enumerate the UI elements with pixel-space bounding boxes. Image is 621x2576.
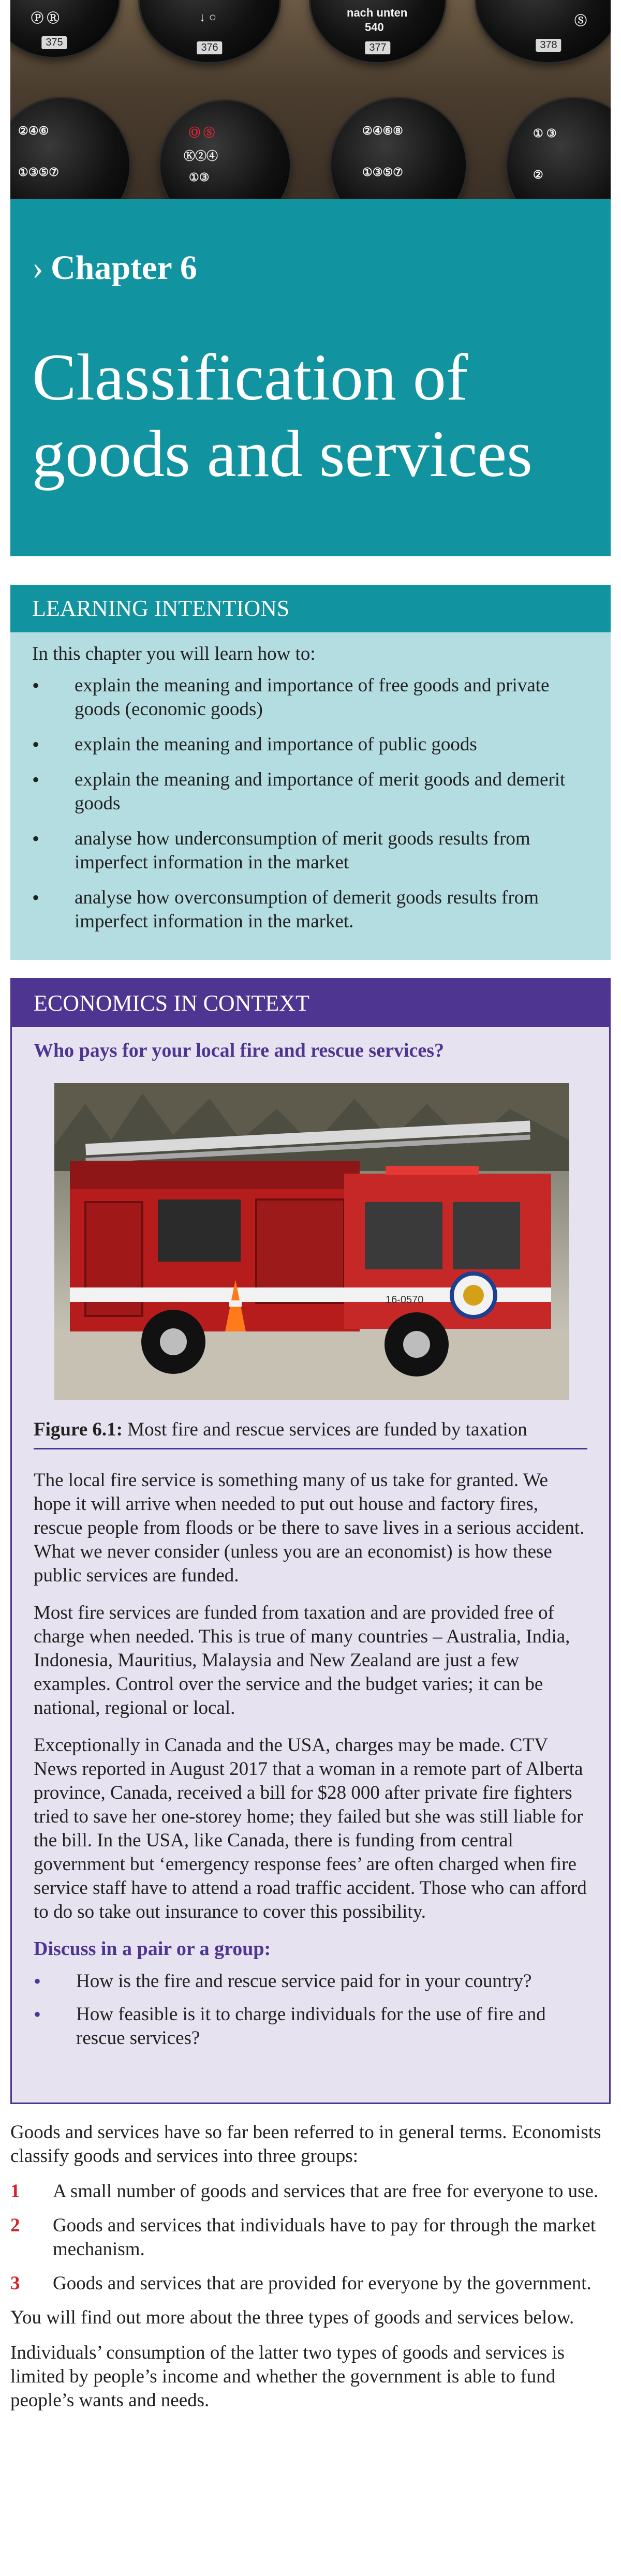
gear-knob: ↓ ○ 376 — [140, 0, 279, 62]
goods-groups-list — [10, 2180, 611, 2296]
list-item: • analyse how underconsumption of merit goods results from imperfect information in the market — [32, 827, 596, 875]
main-paragraph: You will find out more about the three types of goods and services below. — [10, 2307, 574, 2328]
gear-knob: Ⓟ Ⓡ 375 — [10, 0, 119, 57]
chevron-right-icon: › — [32, 249, 43, 287]
learning-intentions-box — [10, 585, 611, 960]
gear-knob: nach unten 540 377 — [310, 0, 445, 62]
context-paragraph: The local fire service is something many of us take for granted. We hope it will arrive when needed to put out house and factory fires, rescue people from floods or be there to save lives in a serious accident. What we never consider (unless you are an economist) is how these public services are funded. — [34, 1470, 585, 1586]
learning-intentions-intro: In this chapter you will learn how to: — [32, 643, 316, 664]
fire-truck-photo — [54, 1083, 569, 1400]
list-item: • analyse how overconsumption of demerit goods results from imperfect information in the market. — [32, 886, 596, 934]
list-item: • How feasible is it to charge individuals for the use of fire and rescue services? — [34, 2003, 590, 2050]
header-photo-gear-knobs — [10, 0, 611, 199]
gear-knob: ②④⑥⑧ ①③⑤⑦ — [331, 98, 466, 199]
learning-intentions-list — [32, 674, 596, 945]
figure-label: Figure 6.1: — [34, 1419, 123, 1440]
chapter-label — [32, 248, 197, 288]
truck-number: 16-0570 — [386, 1294, 424, 1306]
main-paragraph: Individuals’ consumption of the latter two types of goods and services is limited by people’s income and whether the government is able to fund people’s wants and needs. — [10, 2342, 565, 2411]
caption-divider — [34, 1448, 587, 1449]
context-paragraph: Exceptionally in Canada and the USA, charges may be made. CTV News reported in August 2017 that a woman in a remote part of Alberta province, Canada, received a bill for $28 000 after private fire fighters tried to save her one-storey home; they failed but she was still liable for the bill. In the USA, like Canada, there is funding from central government but ‘emergency response fees’ are often charged when fire service staff have to attend a road traffic accident. Those who can afford to do so take out insurance to cover this possibility. — [34, 1735, 587, 1922]
main-paragraph: Goods and services have so far been referred to in general terms. Economists classify goods and services into three groups: — [10, 2122, 601, 2167]
gear-knob: ②④⑥ ①③⑤⑦ — [10, 98, 129, 199]
chapter-number: Chapter 6 — [50, 249, 197, 287]
discuss-heading: Discuss in a pair or a group: — [34, 1938, 271, 1960]
list-item — [10, 2180, 611, 2203]
discuss-list — [34, 1970, 590, 2050]
list-number: 3 — [10, 2273, 20, 2294]
chapter-banner — [10, 199, 611, 556]
list-item: • explain the meaning and importance of free goods and private goods (economic goods) — [32, 674, 596, 721]
list-item: • How is the fire and rescue service paid for in your country? — [34, 1970, 590, 1993]
list-item-text: Goods and services that are provided for everyone by the government. — [53, 2273, 592, 2294]
learning-intentions-heading: LEARNING INTENTIONS — [10, 585, 611, 632]
figure-caption-text: Most fire and rescue services are funded by taxation — [127, 1419, 527, 1440]
economics-in-context-heading: ECONOMICS IN CONTEXT — [12, 980, 609, 1027]
list-item-text: Goods and services that individuals have to pay for through the market mechanism. — [53, 2215, 596, 2260]
list-item: • explain the meaning and importance of merit goods and demerit goods — [32, 768, 596, 816]
context-body — [34, 1469, 590, 2060]
gear-knob: ① ③ ② — [507, 98, 611, 199]
gear-knob: Ⓞ Ⓢ Ⓚ②④ ①③ — [160, 101, 290, 199]
context-paragraph: Most fire services are funded from taxation and are provided free of charge when needed. This is true of many countries – Australia, India, Indonesia, Mauritius, Malaysia and New Zealand are just a few examples. Control over the service and the budget varies; it can be national, regional or local. — [34, 1602, 570, 1719]
list-number: 1 — [10, 2181, 20, 2202]
list-item — [10, 2272, 611, 2296]
figure-caption — [34, 1418, 527, 1441]
list-item-text: A small number of goods and services that are free for everyone to use. — [53, 2181, 599, 2202]
fire-truck-illustration — [54, 1083, 569, 1400]
list-item — [10, 2214, 611, 2261]
economics-in-context-box — [10, 978, 611, 2104]
chapter-title: Classification of goods and services — [32, 340, 533, 491]
gear-knob: Ⓢ 378 — [476, 0, 611, 62]
list-number: 2 — [10, 2215, 20, 2236]
main-text — [10, 2121, 611, 2424]
context-question: Who pays for your local fire and rescue services? — [34, 1040, 445, 1061]
list-item: • explain the meaning and importance of public goods — [32, 733, 596, 757]
